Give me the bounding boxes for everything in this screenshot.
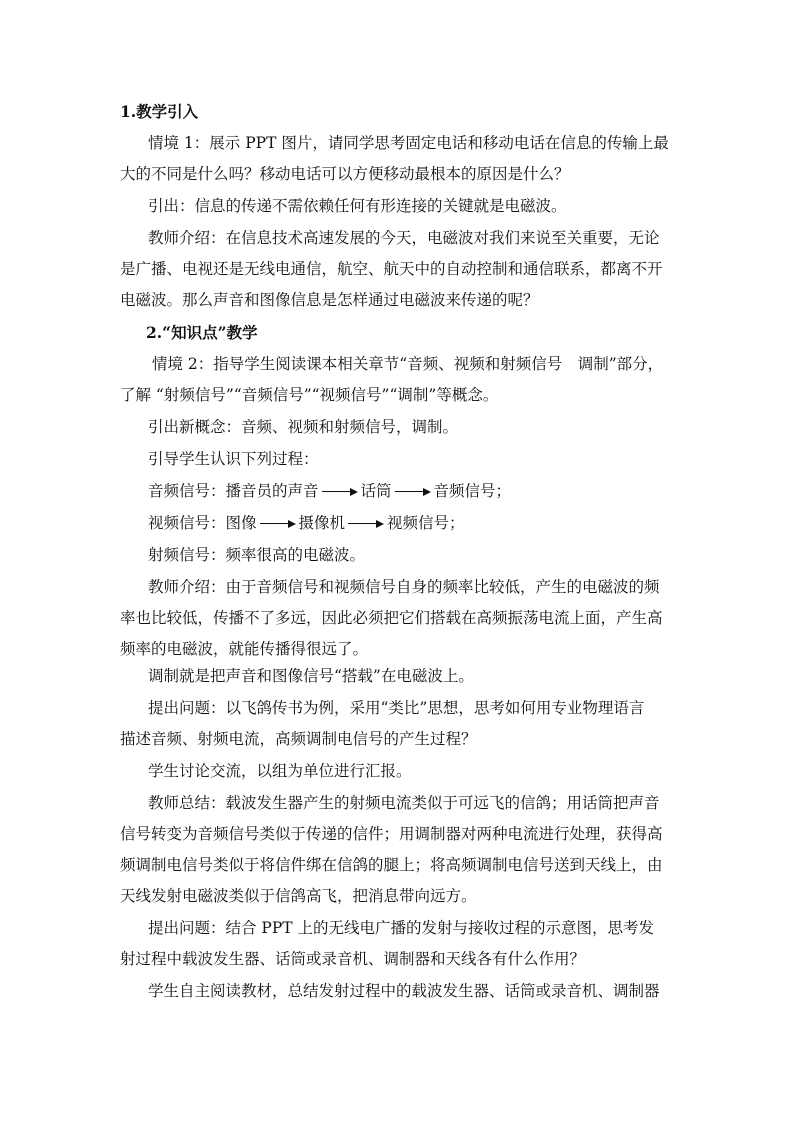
paragraph-summary-line3: 频调制电信号类似于将信件绑在信鸽的腿上；将高频调制电信号送到天线上，由 [120,856,663,874]
paragraph-self-study-line1: 学生自主阅读教材，总结发射过程中的载波发生器、话筒或录音机、调制器 [148,982,660,1000]
paragraph-teacher-intro1-line2: 是广播、电视还是无线电通信，航空、航天中的自动控制和通信联系，都离不开 [120,260,663,278]
paragraph-question1-line1: 提出问题：以飞鸽传书为例，采用“类比”思想，思考如何用专业物理语言 [148,699,645,717]
paragraph-teacher-intro2-line1: 教师介绍：由于音频信号和视频信号自身的频率比较低，产生的电磁波的频 [148,578,660,596]
paragraph-teacher-intro1-line1: 教师介绍：在信息技术高速发展的今天，电磁波对我们来说至关重要，无论 [148,229,660,247]
paragraph-lead-out: 引出：信息的传递不需依赖任何有形连接的关键就是电磁波。 [148,197,567,215]
paragraph-scenario2-line1: 情境 2：指导学生阅读课本相关章节“音频、视频和射频信号 调制”部分， [152,355,664,373]
video-flow-result: 视频信号； [387,514,465,532]
paragraph-guide-process: 引导学生认识下列过程： [148,450,319,468]
paragraph-question1-line2: 描述音频、射频电流，高频调制电信号的产生过程？ [120,730,477,748]
paragraph-summary-line4: 天线发射电磁波类似于信鸽高飞，把消息带向远方。 [120,887,477,905]
paragraph-scenario1-line2: 大的不同是什么吗？移动电话可以方便移动最根本的原因是什么？ [120,165,570,183]
audio-signal-flow [120,476,680,507]
paragraph-question2-line1: 提出问题：结合 PPT 上的无线电广播的发射与接收过程的示意图，思考发 [148,919,655,937]
video-flow-camera: 摄像机 [298,514,346,532]
paragraph-teacher-intro2-line3: 频率的电磁波，就能传播得很远了。 [120,640,369,658]
video-signal-flow [120,508,680,539]
heading-teaching-intro: 1.教学引入 [120,102,199,121]
paragraph-discussion: 学生讨论交流，以组为单位进行汇报。 [148,762,412,780]
paragraph-scenario1-line1: 情境 1：展示 PPT 图片，请同学思考固定电话和移动电话在信息的传输上最 [148,134,669,152]
paragraph-modulation-def: 调制就是把声音和图像信号“搭载”在电磁波上。 [148,667,474,685]
paragraph-new-concepts: 引出新概念：音频、视频和射频信号，调制。 [148,418,459,436]
paragraph-teacher-intro2-line2: 率也比较低，传播不了多远，因此必须把它们搭载在高频振荡电流上面，产生高 [120,609,663,627]
audio-flow-source: 音频信号：播音员的声音 [148,482,319,500]
paragraph-scenario2-line2: 了解 “射频信号”“音频信号”“视频信号”“调制”等概念。 [120,386,499,404]
video-flow-source: 视频信号：图像 [148,514,257,532]
arrow-right-icon [395,487,431,497]
arrow-right-icon [260,519,296,529]
arrow-right-icon [322,487,358,497]
arrow-right-icon [348,519,384,529]
paragraph-summary-line2: 信号转变为音频信号类似于传递的信件；用调制器对两种电流进行处理，获得高 [120,825,663,843]
paragraph-teacher-intro1-line3: 电磁波。那么声音和图像信息是怎样通过电磁波来传递的呢？ [120,291,539,309]
paragraph-rf-signal: 射频信号：频率很高的电磁波。 [148,546,366,564]
paragraph-summary-line1: 教师总结：载波发生器产生的射频电流类似于可远飞的信鸽；用话筒把声音 [148,794,660,812]
heading-knowledge-teaching: 2.“知识点”教学 [146,323,258,342]
audio-flow-microphone: 话筒 [360,482,392,500]
paragraph-question2-line2: 射过程中载波发生器、话筒或录音机、调制器和天线各有什么作用？ [120,950,586,968]
audio-flow-result: 音频信号； [433,482,512,500]
